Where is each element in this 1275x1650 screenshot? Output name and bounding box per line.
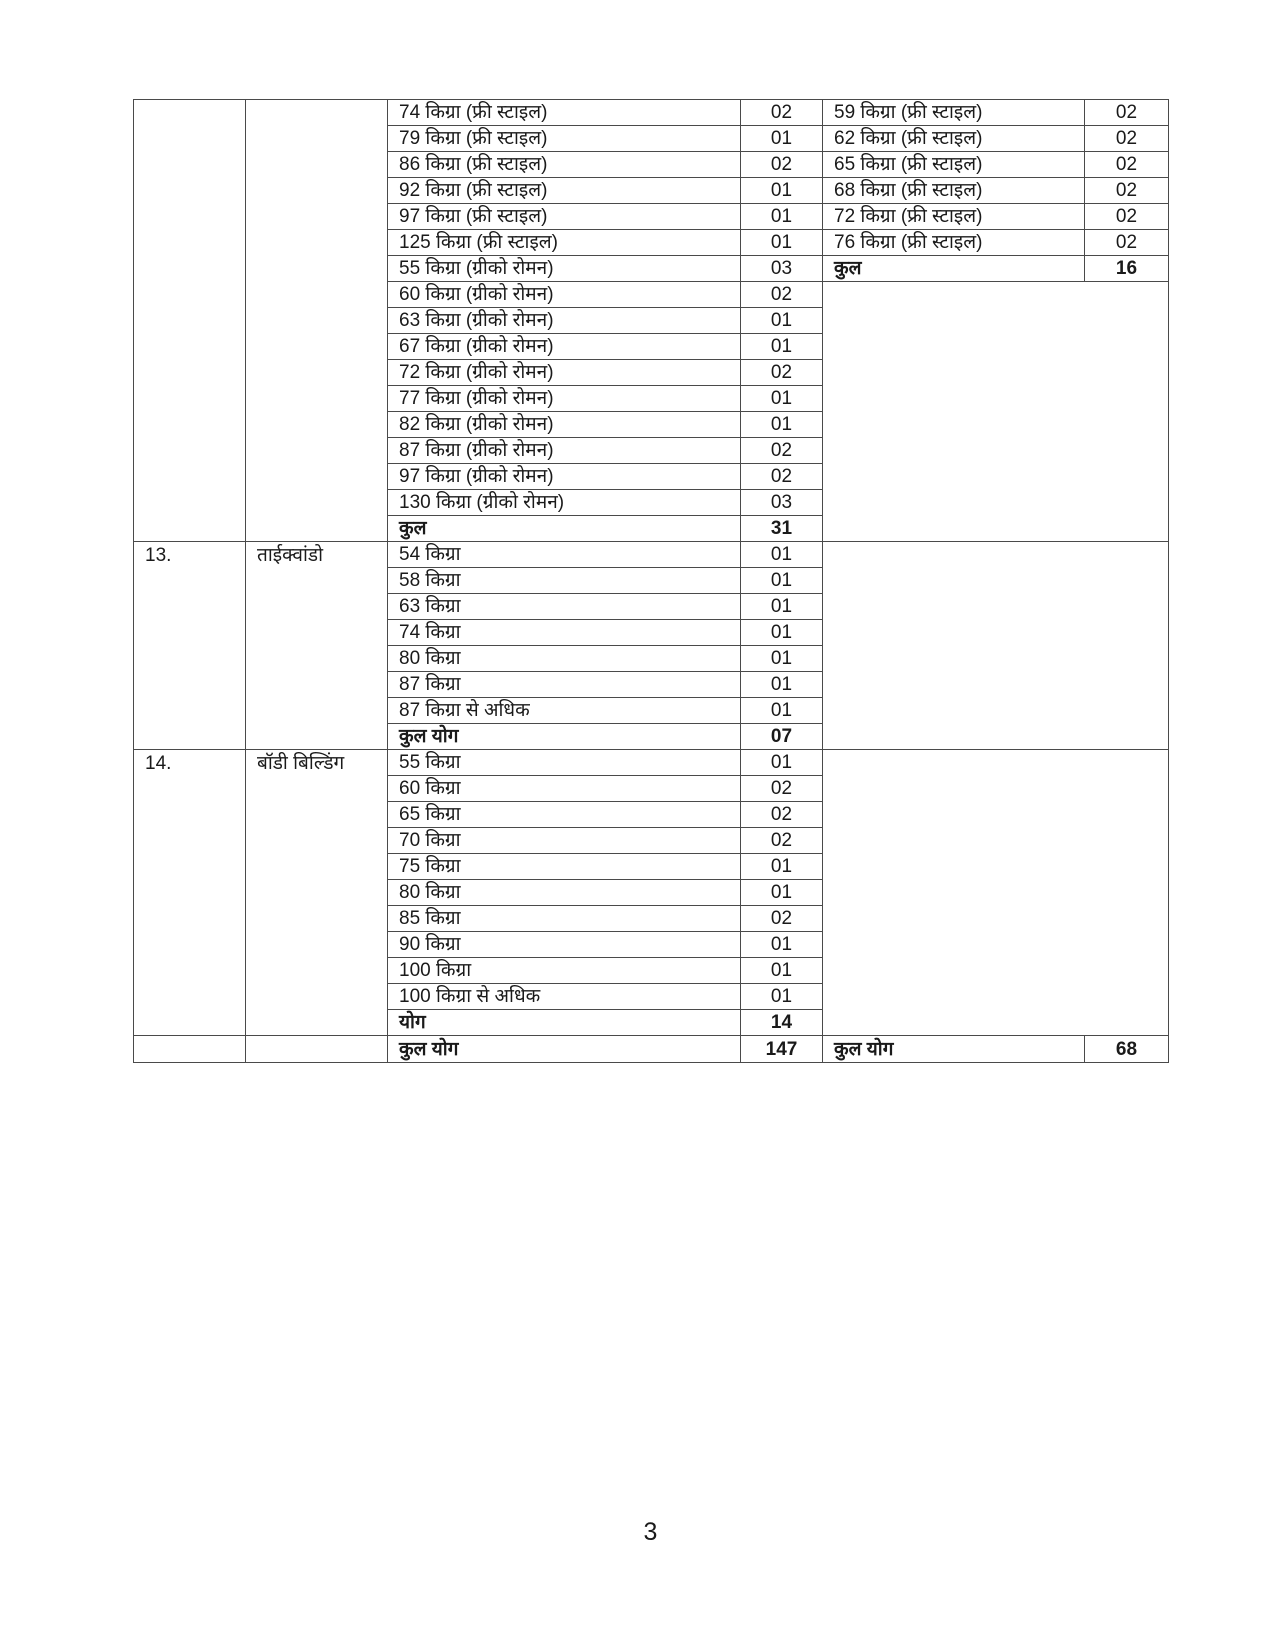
count-cell: 02 <box>741 464 823 490</box>
category-cell: 59 किग्रा (फ्री स्टाइल) <box>823 100 1085 126</box>
count-cell: 01 <box>741 386 823 412</box>
count-cell: 01 <box>741 620 823 646</box>
category-cell: 87 किग्रा से अधिक <box>388 698 741 724</box>
sport-name-cell: ताईक्वांडो <box>246 542 388 750</box>
count-cell: 01 <box>741 334 823 360</box>
category-cell: 60 किग्रा <box>388 776 741 802</box>
count-cell: 02 <box>1085 178 1169 204</box>
category-cell: 80 किग्रा <box>388 646 741 672</box>
category-cell: 80 किग्रा <box>388 880 741 906</box>
count-cell: 01 <box>741 568 823 594</box>
count-cell: 01 <box>741 542 823 568</box>
category-cell: 97 किग्रा (फ्री स्टाइल) <box>388 204 741 230</box>
count-cell: 02 <box>741 360 823 386</box>
count-cell: 01 <box>741 672 823 698</box>
empty-cell <box>823 542 1169 750</box>
count-cell: 01 <box>741 230 823 256</box>
category-cell: 55 किग्रा <box>388 750 741 776</box>
category-cell: 87 किग्रा <box>388 672 741 698</box>
category-cell: 58 किग्रा <box>388 568 741 594</box>
count-cell: 02 <box>741 828 823 854</box>
count-cell: 01 <box>741 750 823 776</box>
count-cell: 01 <box>741 412 823 438</box>
count-cell: 01 <box>741 308 823 334</box>
count-cell: 02 <box>741 802 823 828</box>
category-cell: 74 किग्रा <box>388 620 741 646</box>
count-cell: 02 <box>741 906 823 932</box>
table-row <box>134 100 1169 126</box>
count-cell: 02 <box>1085 100 1169 126</box>
table-row <box>134 750 1169 776</box>
page-number: 3 <box>643 1518 658 1546</box>
grand-total-row <box>134 1036 1169 1063</box>
category-cell: 65 किग्रा <box>388 802 741 828</box>
category-cell: 75 किग्रा <box>388 854 741 880</box>
category-cell: 63 किग्रा <box>388 594 741 620</box>
count-cell: 01 <box>741 880 823 906</box>
count-cell: 01 <box>741 204 823 230</box>
sport-name-cell <box>246 100 388 542</box>
count-cell: 01 <box>741 698 823 724</box>
count-cell: 02 <box>741 776 823 802</box>
category-cell: 54 किग्रा <box>388 542 741 568</box>
count-cell: 02 <box>1085 126 1169 152</box>
count-cell: 01 <box>741 178 823 204</box>
category-cell: 77 किग्रा (ग्रीको रोमन) <box>388 386 741 412</box>
sport-name-cell: बॉडी बिल्डिंग <box>246 750 388 1036</box>
category-cell: 55 किग्रा (ग्रीको रोमन) <box>388 256 741 282</box>
grand-total-value-cell: 68 <box>1085 1036 1169 1063</box>
serial-cell: 14. <box>134 750 246 1036</box>
category-cell: 85 किग्रा <box>388 906 741 932</box>
category-cell: 68 किग्रा (फ्री स्टाइल) <box>823 178 1085 204</box>
category-cell: कुल <box>388 516 741 542</box>
count-cell: 02 <box>1085 152 1169 178</box>
sports-weight-table <box>133 99 1169 1063</box>
grand-total-label-cell: कुल योग <box>823 1036 1085 1063</box>
category-cell: 67 किग्रा (ग्रीको रोमन) <box>388 334 741 360</box>
category-cell: 90 किग्रा <box>388 932 741 958</box>
category-cell: 62 किग्रा (फ्री स्टाइल) <box>823 126 1085 152</box>
count-cell: 02 <box>741 100 823 126</box>
count-cell: 03 <box>741 256 823 282</box>
serial-cell <box>134 1036 246 1063</box>
category-cell: 100 किग्रा से अधिक <box>388 984 741 1010</box>
category-cell: 76 किग्रा (फ्री स्टाइल) <box>823 230 1085 256</box>
category-cell: 72 किग्रा (ग्रीको रोमन) <box>388 360 741 386</box>
empty-cell <box>823 750 1169 1036</box>
serial-cell: 13. <box>134 542 246 750</box>
count-cell: 07 <box>741 724 823 750</box>
category-cell: 130 किग्रा (ग्रीको रोमन) <box>388 490 741 516</box>
category-cell: 65 किग्रा (फ्री स्टाइल) <box>823 152 1085 178</box>
category-cell: 100 किग्रा <box>388 958 741 984</box>
count-cell: 03 <box>741 490 823 516</box>
count-cell: 01 <box>741 646 823 672</box>
category-cell: 82 किग्रा (ग्रीको रोमन) <box>388 412 741 438</box>
count-cell: 31 <box>741 516 823 542</box>
category-cell: 70 किग्रा <box>388 828 741 854</box>
category-cell: 125 किग्रा (फ्री स्टाइल) <box>388 230 741 256</box>
grand-total-label-cell: कुल योग <box>388 1036 741 1063</box>
serial-cell <box>134 100 246 542</box>
category-cell: 60 किग्रा (ग्रीको रोमन) <box>388 282 741 308</box>
category-cell: कुल योग <box>388 724 741 750</box>
count-cell: 01 <box>741 958 823 984</box>
count-cell: 01 <box>741 594 823 620</box>
count-cell: 01 <box>741 984 823 1010</box>
count-cell: 16 <box>1085 256 1169 282</box>
category-cell: 79 किग्रा (फ्री स्टाइल) <box>388 126 741 152</box>
count-cell: 02 <box>741 282 823 308</box>
category-cell: 86 किग्रा (फ्री स्टाइल) <box>388 152 741 178</box>
category-cell: योग <box>388 1010 741 1036</box>
category-cell: 92 किग्रा (फ्री स्टाइल) <box>388 178 741 204</box>
count-cell: 02 <box>741 438 823 464</box>
count-cell: 02 <box>1085 230 1169 256</box>
grand-total-value-cell: 147 <box>741 1036 823 1063</box>
count-cell: 02 <box>741 152 823 178</box>
count-cell: 01 <box>741 854 823 880</box>
count-cell: 01 <box>741 126 823 152</box>
table-row <box>134 542 1169 568</box>
count-cell: 14 <box>741 1010 823 1036</box>
category-cell: 87 किग्रा (ग्रीको रोमन) <box>388 438 741 464</box>
category-cell: 74 किग्रा (फ्री स्टाइल) <box>388 100 741 126</box>
table-body <box>134 100 1169 1063</box>
count-cell: 01 <box>741 932 823 958</box>
count-cell: 02 <box>1085 204 1169 230</box>
empty-cell <box>823 282 1169 542</box>
category-cell: 63 किग्रा (ग्रीको रोमन) <box>388 308 741 334</box>
category-cell: कुल <box>823 256 1085 282</box>
category-cell: 97 किग्रा (ग्रीको रोमन) <box>388 464 741 490</box>
sport-name-cell <box>246 1036 388 1063</box>
category-cell: 72 किग्रा (फ्री स्टाइल) <box>823 204 1085 230</box>
